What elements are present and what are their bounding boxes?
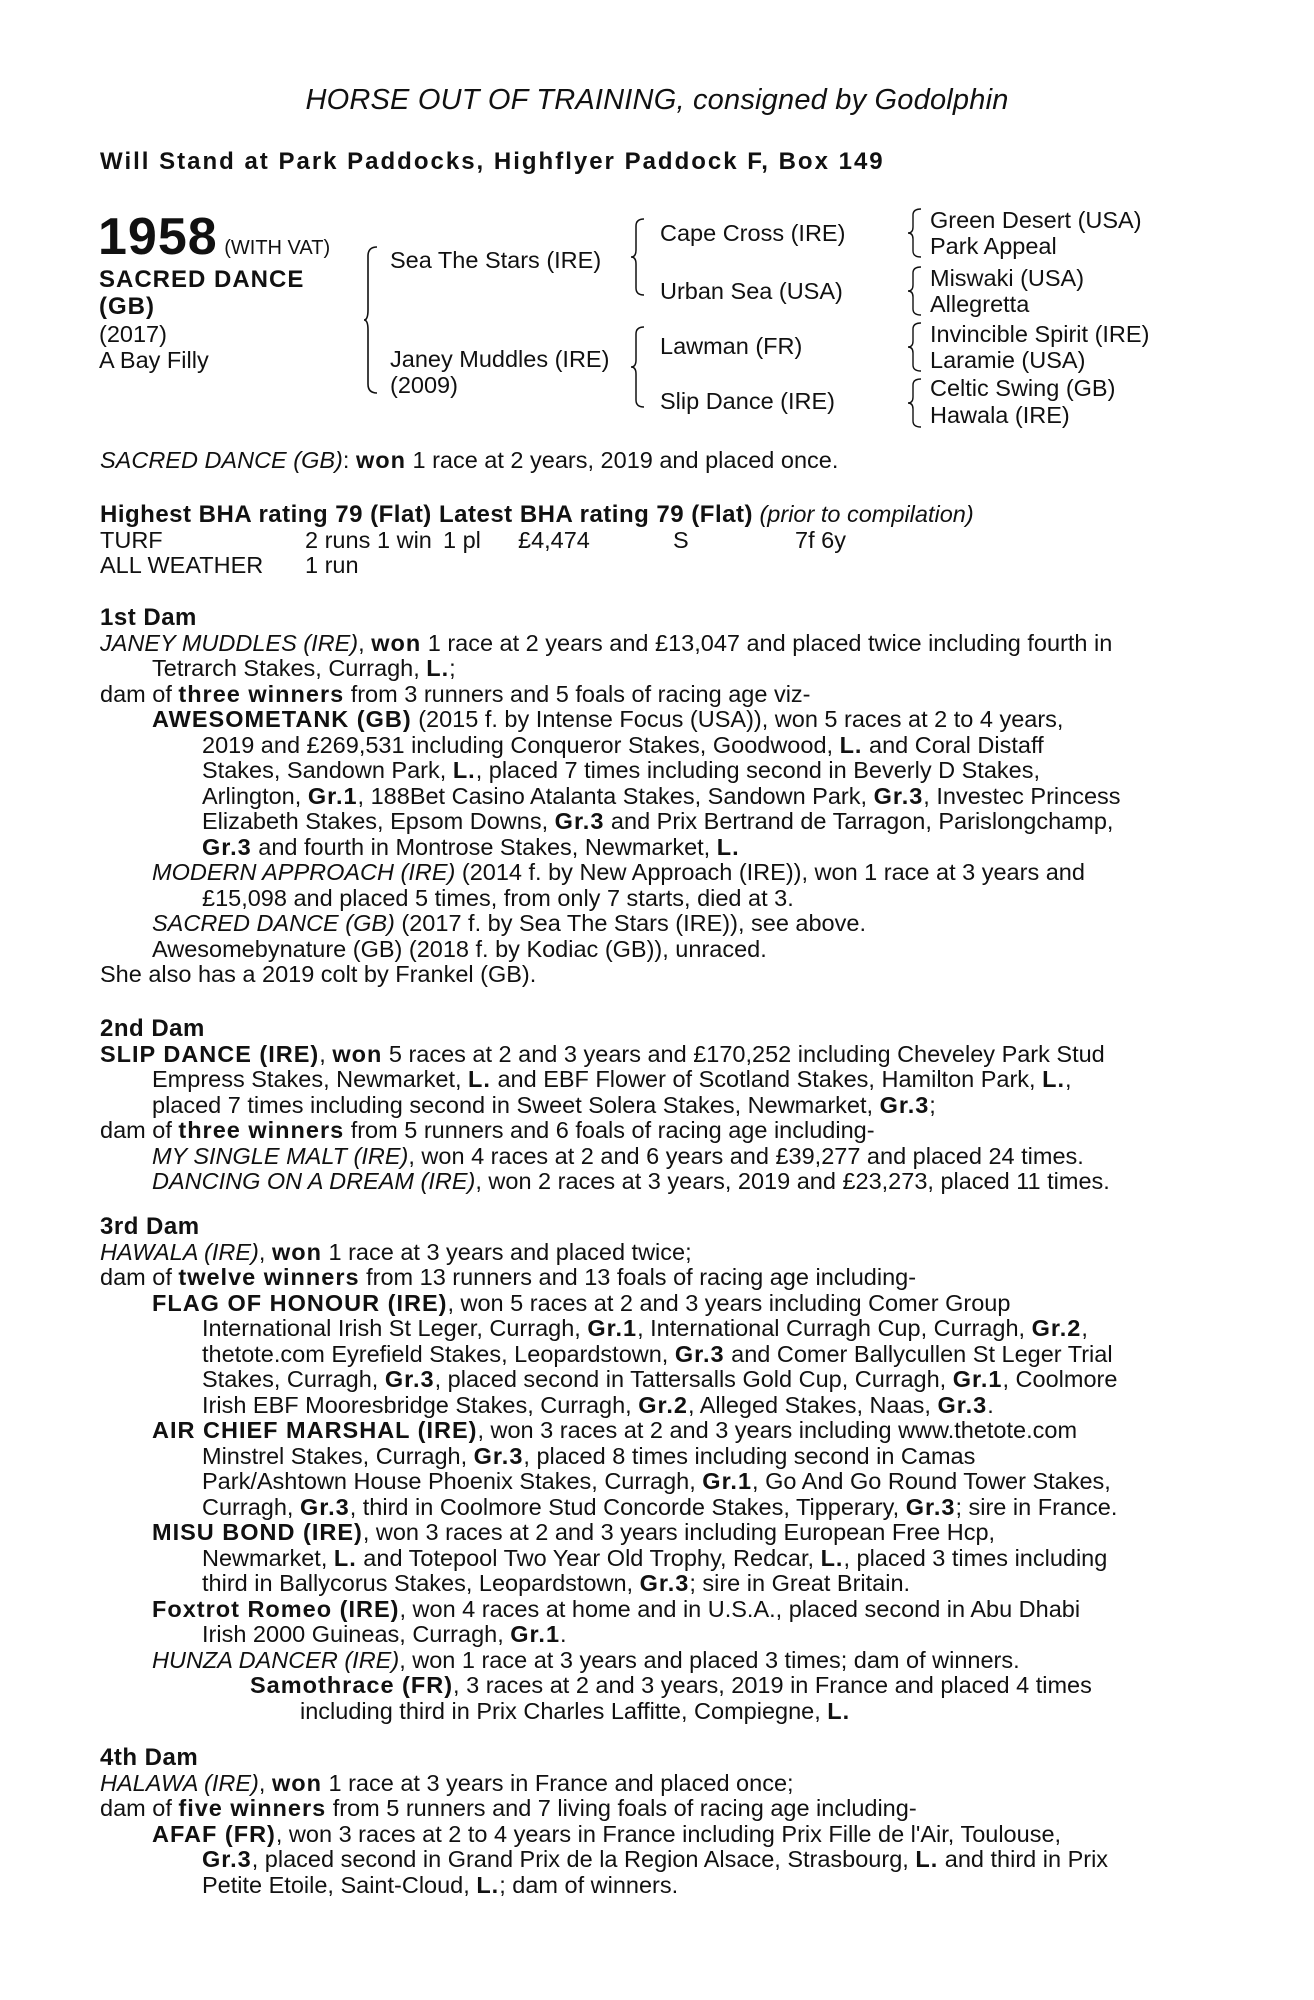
sacred-dance-entry-rest: (2017 f. by Sea The Stars (IRE)), see above. [394, 910, 866, 936]
rating-values: Highest BHA rating 79 (Flat) Latest BHA rating 79 (Flat) [100, 501, 753, 528]
afaf-name: AFAF (FR) [152, 1820, 276, 1847]
horse-name-line2: (GB) [99, 293, 155, 320]
acm-l1-rest: , won 3 races at 2 and 3 years including www.thetote.com [477, 1417, 1078, 1443]
awesometank-l5-gr3: Gr.3 [554, 808, 605, 834]
pedigree-brace-g1 [908, 208, 922, 258]
air-chief-marshal-line3 [100, 1469, 1212, 1495]
foh-l3-b: and Comer Ballycullen St Leger Trial [724, 1340, 1113, 1367]
hunza-dancer-name: HUNZA DANCER (IRE) [152, 1646, 400, 1673]
rating-line [100, 502, 1212, 528]
all-weather-label: ALL WEATHER [100, 552, 264, 578]
foh-l2-gr1: Gr.1 [587, 1315, 638, 1341]
pedigree-block [0, 0, 1314, 460]
second-dam-l3-a: placed 7 times including second in Sweet Solera Stakes, Newmarket, [152, 1091, 880, 1118]
foxtrot-romeo-line1 [100, 1597, 1212, 1623]
second-dam-line1 [100, 1042, 1212, 1068]
awesometank-l4-gr3: Gr.3 [873, 782, 924, 809]
fourth-dam-produce-a: dam of [100, 1795, 179, 1821]
turf-placed: 1 pl [443, 526, 481, 553]
mb-l2-listed: L. [333, 1544, 357, 1571]
modern-approach-line1 [100, 860, 1212, 886]
acm-l4-c: ; sire in France. [955, 1493, 1118, 1520]
all-weather-runs: 1 run [305, 552, 359, 578]
first-dam-produce-c: from 3 runners and 5 foals of racing age viz- [344, 680, 811, 707]
granddam-2: Allegretta [930, 291, 1030, 317]
afaf-l2-b: and third in Prix [938, 1846, 1109, 1872]
sire-dam: Urban Sea (USA) [660, 278, 843, 304]
acm-l2-gr3: Gr.3 [473, 1442, 524, 1469]
hunza-dancer-rest: , won 1 race at 3 years and placed 3 times; dam of winners. [399, 1646, 1020, 1673]
second-dam-produce [100, 1118, 1212, 1144]
dam-year: (2009) [390, 372, 458, 398]
second-dam-sep: , [319, 1040, 333, 1067]
awesometank-l4-a: Arlington, [202, 782, 308, 809]
sire: Sea The Stars (IRE) [390, 247, 602, 273]
frankel-colt-note: She also has a 2019 colt by Frankel (GB). [100, 961, 537, 987]
first-dam-rest: 1 race at 2 years and £13,047 and placed twice including fourth in [421, 629, 1113, 656]
first-dam-line2 [100, 656, 1212, 682]
fourth-dam-section [100, 1745, 1212, 1898]
foh-l5-c: . [987, 1391, 994, 1418]
flag-of-honour-line5 [100, 1393, 1212, 1419]
dam: Janey Muddles (IRE) [390, 346, 610, 372]
third-dam-produce-c: from 13 runners and 13 foals of racing age including- [359, 1264, 917, 1290]
awesometank-line3 [100, 758, 1212, 784]
lot-number: 1958 [98, 208, 218, 266]
awesometank-l3-b: , placed 7 times including second in Beverly D Stakes, [475, 757, 1040, 783]
samothrace-name: Samothrace (FR) [250, 1672, 454, 1698]
grandsire-3: Invincible Spirit (IRE) [930, 321, 1150, 347]
second-dam-l2-listed2: L. [1042, 1066, 1066, 1092]
turf-earnings: £4,474 [518, 526, 590, 553]
awesometank-line4 [100, 784, 1212, 810]
air-chief-marshal-line4 [100, 1495, 1212, 1521]
vat-note: (WITH VAT) [224, 237, 331, 259]
second-dam-l2-a: Empress Stakes, Newmarket, [152, 1066, 469, 1092]
foh-l3-a: thetote.com Eyrefield Stakes, Leopardstown, [202, 1340, 675, 1367]
turf-distance: 7f 6y [795, 526, 846, 553]
misu-bond-line3 [100, 1571, 1212, 1597]
fourth-dam-produce [100, 1796, 1212, 1822]
acm-l2-a: Minstrel Stakes, Curragh, [202, 1442, 474, 1469]
second-dam-l3-gr3: Gr.3 [879, 1091, 930, 1118]
foh-l2-b: , International Curragh Cup, Curragh, [637, 1315, 1032, 1341]
mb-l3-b: ; sire in Great Britain. [689, 1570, 911, 1596]
samothrace-line1 [100, 1673, 1212, 1699]
dam-dam: Slip Dance (IRE) [660, 388, 835, 414]
awesometank-l3-a: Stakes, Sandown Park, [202, 757, 453, 783]
first-dam-line1 [100, 631, 1212, 657]
awesometank-l4-c: , Investec Princess [923, 782, 1121, 809]
fr-l2-a: Irish 2000 Guineas, Curragh, [202, 1621, 511, 1647]
third-dam-rest: 1 race at 3 years and placed twice; [321, 1238, 692, 1265]
flag-of-honour-l1-rest: , won 5 races at 2 and 3 years including Comer Group [447, 1289, 1011, 1316]
first-dam-produce [100, 682, 1212, 708]
first-dam-sep: , [358, 629, 372, 656]
flag-of-honour-name: FLAG OF HONOUR (IRE) [152, 1289, 448, 1316]
second-dam-won: won [332, 1040, 383, 1067]
second-dam-rest: 5 races at 2 and 3 years and £170,252 including Cheveley Park Stud [382, 1040, 1105, 1067]
afaf-l2-listed: L. [915, 1846, 939, 1872]
air-chief-marshal-name: AIR CHIEF MARSHAL (IRE) [152, 1417, 478, 1443]
awesometank-l4-gr1: Gr.1 [307, 782, 358, 809]
mb-l2-a: Newmarket, [202, 1544, 334, 1571]
awesometank-line1 [100, 707, 1212, 733]
awesometank-l5-b: and Prix Bertrand de Tarragon, Parislongchamp, [604, 808, 1114, 834]
foh-l5-gr2: Gr.2 [638, 1391, 688, 1418]
second-dam-produce-c: from 5 runners and 6 foals of racing age including- [344, 1117, 875, 1143]
fourth-dam-rest: 1 race at 3 years in France and placed once; [321, 1769, 794, 1796]
awesometank-l4-b: , 188Bet Casino Atalanta Stakes, Sandown Park, [357, 782, 874, 809]
afaf-l3-b: ; dam of winners. [499, 1871, 679, 1898]
horse-description: A Bay Filly [99, 347, 209, 373]
first-dam-name: JANEY MUDDLES (IRE) [100, 629, 359, 656]
misu-bond-name: MISU BOND (IRE) [152, 1519, 363, 1545]
afaf-line1 [100, 1822, 1212, 1848]
second-dam-winners-count: three winners [178, 1117, 345, 1143]
foh-l4-gr1: Gr.1 [952, 1366, 1003, 1392]
turf-win: 1 win [377, 526, 432, 553]
mb-l3-a: third in Ballycorus Stakes, Leopardstown, [202, 1570, 640, 1596]
second-dam-title: 2nd Dam [100, 1015, 205, 1042]
first-dam-won: won [371, 629, 422, 656]
pedigree-brace-g4 [908, 378, 922, 428]
first-dam-section [100, 605, 1212, 988]
page-heading: HORSE OUT OF TRAINING, consigned by Godolphin [305, 84, 1009, 116]
flag-of-honour-line3 [100, 1342, 1212, 1368]
second-dam-l2-c: , [1065, 1066, 1072, 1092]
misu-bond-line1 [100, 1520, 1212, 1546]
turf-runs: 2 runs [305, 526, 371, 553]
third-dam-produce [100, 1265, 1212, 1291]
acm-l4-a: Curragh, [202, 1493, 300, 1520]
acm-l4-b: , third in Coolmore Stud Concorde Stakes, Tipperary, [349, 1493, 906, 1520]
rating-note: (prior to compilation) [759, 501, 974, 527]
air-chief-marshal-line1 [100, 1418, 1212, 1444]
second-dam-name: SLIP DANCE (IRE) [100, 1040, 320, 1067]
turf-label: TURF [100, 526, 163, 553]
fr-l2-b: . [560, 1621, 567, 1647]
pedigree-brace-sire [631, 218, 645, 296]
turf-going: S [673, 526, 689, 553]
third-dam-line1 [100, 1240, 1212, 1266]
foh-l4-gr3: Gr.3 [384, 1366, 435, 1392]
third-dam-name: HAWALA (IRE) [100, 1238, 259, 1265]
fr-l2-gr1: Gr.1 [510, 1621, 561, 1647]
sam-l2-a: including third in Prix Charles Laffitte, Compiegne, [300, 1697, 828, 1724]
foxtrot-romeo-name: Foxtrot Romeo (IRE) [152, 1595, 400, 1622]
afaf-l3-listed: L. [476, 1871, 500, 1898]
afaf-l3-a: Petite Etoile, Saint-Cloud, [202, 1871, 477, 1898]
granddam-3: Laramie (USA) [930, 347, 1086, 373]
mb-l3-gr3: Gr.3 [639, 1570, 690, 1596]
awesometank-l6-a: and fourth in Montrose Stakes, Newmarket, [251, 833, 717, 860]
foh-l3-gr3: Gr.3 [674, 1340, 725, 1367]
first-dam-l2-listed: L. [426, 655, 450, 681]
summary-colon: : [342, 447, 356, 473]
pedigree-brace-g2 [908, 266, 922, 316]
all-weather-record [100, 553, 1212, 579]
fr-l1-rest: , won 4 races at home and in U.S.A., placed second in Abu Dhabi [399, 1595, 1081, 1622]
awesometank-l6-listed: L. [716, 833, 740, 860]
granddam-1: Park Appeal [930, 233, 1057, 259]
awesometank-l1-rest: (2015 f. by Intense Focus (USA)), won 5 races at 2 to 4 years, [411, 706, 1064, 732]
horse-name-line1: SACRED DANCE [99, 266, 305, 293]
awesometank-l2-listed: L. [839, 731, 863, 758]
summary-won: won [355, 447, 406, 473]
summary-rest: 1 race at 2 years, 2019 and placed once. [405, 447, 839, 473]
foh-l2-gr2: Gr.2 [1031, 1315, 1082, 1341]
fourth-dam-title: 4th Dam [100, 1744, 199, 1771]
modern-approach-l1-rest: (2014 f. by New Approach (IRE)), won 1 race at 3 years and [455, 859, 1085, 885]
my-single-malt-entry [100, 1144, 1212, 1170]
awesometank-l5-a: Elizabeth Stakes, Epsom Downs, [202, 808, 555, 834]
pedigree-brace-dam [631, 326, 645, 408]
modern-approach-line2: £15,098 and placed 5 times, from only 7 starts, died at 3. [202, 884, 794, 911]
afaf-line3 [100, 1873, 1212, 1899]
third-dam-produce-a: dam of [100, 1264, 179, 1290]
second-dam-section [100, 1016, 1212, 1195]
afaf-l2-gr3: Gr.3 [202, 1846, 252, 1872]
mb-l1-rest: , won 3 races at 2 and 3 years including European Free Hcp, [362, 1519, 996, 1545]
dancing-on-a-dream-entry [100, 1169, 1212, 1195]
flag-of-honour-line4 [100, 1367, 1212, 1393]
third-dam-won: won [271, 1238, 322, 1265]
hunza-dancer-entry [100, 1648, 1212, 1674]
second-dam-line3 [100, 1093, 1212, 1119]
first-dam-winners-count: three winners [178, 680, 345, 707]
pedigree-brace-g3 [908, 322, 922, 372]
sacred-dance-entry-name: SACRED DANCE (GB) [152, 910, 395, 936]
foh-l4-a: Stakes, Curragh, [202, 1366, 385, 1392]
third-dam-title: 3rd Dam [100, 1213, 200, 1240]
awesometank-line6 [100, 835, 1212, 861]
second-dam-line2 [100, 1067, 1212, 1093]
lot-number-line [98, 210, 330, 264]
foh-l5-b: , Alleged Stakes, Naas, [687, 1391, 938, 1418]
fourth-dam-sep: , [258, 1769, 272, 1796]
foh-l2-c: , [1081, 1315, 1088, 1341]
afaf-line2 [100, 1847, 1212, 1873]
awesomebynature-entry: Awesomebynature (GB) (2018 f. by Kodiac (GB)), unraced. [152, 935, 767, 962]
summary-block [100, 448, 1212, 474]
grandsire-2: Miswaki (USA) [930, 265, 1085, 291]
awesometank-line2 [100, 733, 1212, 759]
pedigree-brace-main [364, 246, 378, 394]
awesometank-l2-a: 2019 and £269,531 including Conqueror Stakes, Goodwood, [202, 731, 840, 758]
awesometank-l6-gr3: Gr.3 [202, 833, 252, 860]
air-chief-marshal-line2 [100, 1444, 1212, 1470]
samothrace-line2 [100, 1699, 1212, 1725]
first-dam-l2-end: ; [449, 655, 456, 681]
acm-l3-a: Park/Ashtown House Phoenix Stakes, Curragh, [202, 1468, 703, 1494]
mb-l2-listed2: L. [820, 1544, 844, 1571]
turf-record [100, 528, 1212, 554]
foxtrot-romeo-line2 [100, 1622, 1212, 1648]
fourth-dam-produce-c: from 5 runners and 7 living foals of racing age including- [326, 1795, 917, 1821]
sacred-dance-entry [100, 911, 1212, 937]
foh-l4-c: , Coolmore [1002, 1366, 1118, 1392]
foaling-year: (2017) [99, 321, 167, 347]
second-dam-l2-listed: L. [468, 1066, 491, 1092]
awesometank-name: AWESOMETANK (GB) [152, 706, 412, 732]
acm-l4-gr3b: Gr.3 [905, 1493, 956, 1520]
foh-l5-gr3: Gr.3 [937, 1391, 988, 1418]
dam-sire: Lawman (FR) [660, 333, 803, 359]
sire-sire: Cape Cross (IRE) [660, 220, 846, 246]
fourth-dam-line1 [100, 1771, 1212, 1797]
second-dam-produce-a: dam of [100, 1117, 179, 1143]
rating-block [100, 502, 1212, 579]
stand-location: Will Stand at Park Paddocks, Highflyer Paddock F, Box 149 [100, 148, 885, 175]
first-dam-produce-a: dam of [100, 680, 179, 707]
flag-of-honour-line1 [100, 1291, 1212, 1317]
sam-l1-rest: , 3 races at 2 and 3 years, 2019 in France and placed 4 times [453, 1672, 1092, 1698]
afaf-l2-a: , placed second in Grand Prix de la Region Alsace, Strasbourg, [251, 1846, 916, 1872]
my-single-malt-rest: , won 4 races at 2 and 6 years and £39,277 and placed 24 times. [408, 1142, 1084, 1169]
acm-l3-gr1: Gr.1 [702, 1468, 753, 1494]
second-dam-l3-b: ; [929, 1091, 936, 1118]
dancing-on-a-dream-rest: , won 2 races at 3 years, 2019 and £23,273, placed 11 times. [475, 1168, 1110, 1194]
foh-l2-a: International Irish St Leger, Curragh, [202, 1315, 588, 1341]
fourth-dam-won: won [271, 1769, 322, 1796]
grandsire-1: Green Desert (USA) [930, 207, 1142, 233]
mb-l2-c: , placed 3 times including [843, 1544, 1108, 1571]
my-single-malt-name: MY SINGLE MALT (IRE) [152, 1142, 409, 1169]
awesometank-l3-listed: L. [452, 757, 476, 783]
race-summary [100, 448, 1212, 474]
third-dam-winners-count: twelve winners [178, 1264, 360, 1290]
flag-of-honour-line2 [100, 1316, 1212, 1342]
summary-horse-name: SACRED DANCE (GB) [100, 447, 343, 473]
awesometank-l2-b: and Coral Distaff [862, 731, 1044, 758]
third-dam-section [100, 1214, 1212, 1724]
afaf-l1-rest: , won 3 races at 2 to 4 years in France including Prix Fille de l'Air, Toulouse, [275, 1820, 1062, 1847]
grandsire-4: Celtic Swing (GB) [930, 375, 1116, 401]
dancing-on-a-dream-name: DANCING ON A DREAM (IRE) [152, 1168, 476, 1194]
granddam-4: Hawala (IRE) [930, 402, 1070, 428]
third-dam-sep: , [258, 1238, 272, 1265]
sam-l2-listed: L. [827, 1697, 851, 1724]
acm-l4-gr3: Gr.3 [299, 1493, 350, 1520]
modern-approach-name: MODERN APPROACH (IRE) [152, 859, 456, 885]
foh-l4-b: , placed second in Tattersalls Gold Cup, Curragh, [434, 1366, 953, 1392]
fourth-dam-winners-count: five winners [178, 1795, 327, 1821]
first-dam-l2-text: Tetrarch Stakes, Curragh, [152, 655, 427, 681]
second-dam-l2-b: and EBF Flower of Scotland Stakes, Hamilton Park, [490, 1066, 1043, 1092]
first-dam-title: 1st Dam [100, 604, 197, 631]
mb-l2-b: and Totepool Two Year Old Trophy, Redcar, [356, 1544, 821, 1571]
awesometank-line5 [100, 809, 1212, 835]
acm-l3-b: , Go And Go Round Tower Stakes, [752, 1468, 1111, 1494]
foh-l5-a: Irish EBF Mooresbridge Stakes, Curragh, [202, 1391, 639, 1418]
acm-l2-b: , placed 8 times including second in Camas [523, 1442, 976, 1469]
fourth-dam-name: HALAWA (IRE) [100, 1769, 259, 1796]
misu-bond-line2 [100, 1546, 1212, 1572]
